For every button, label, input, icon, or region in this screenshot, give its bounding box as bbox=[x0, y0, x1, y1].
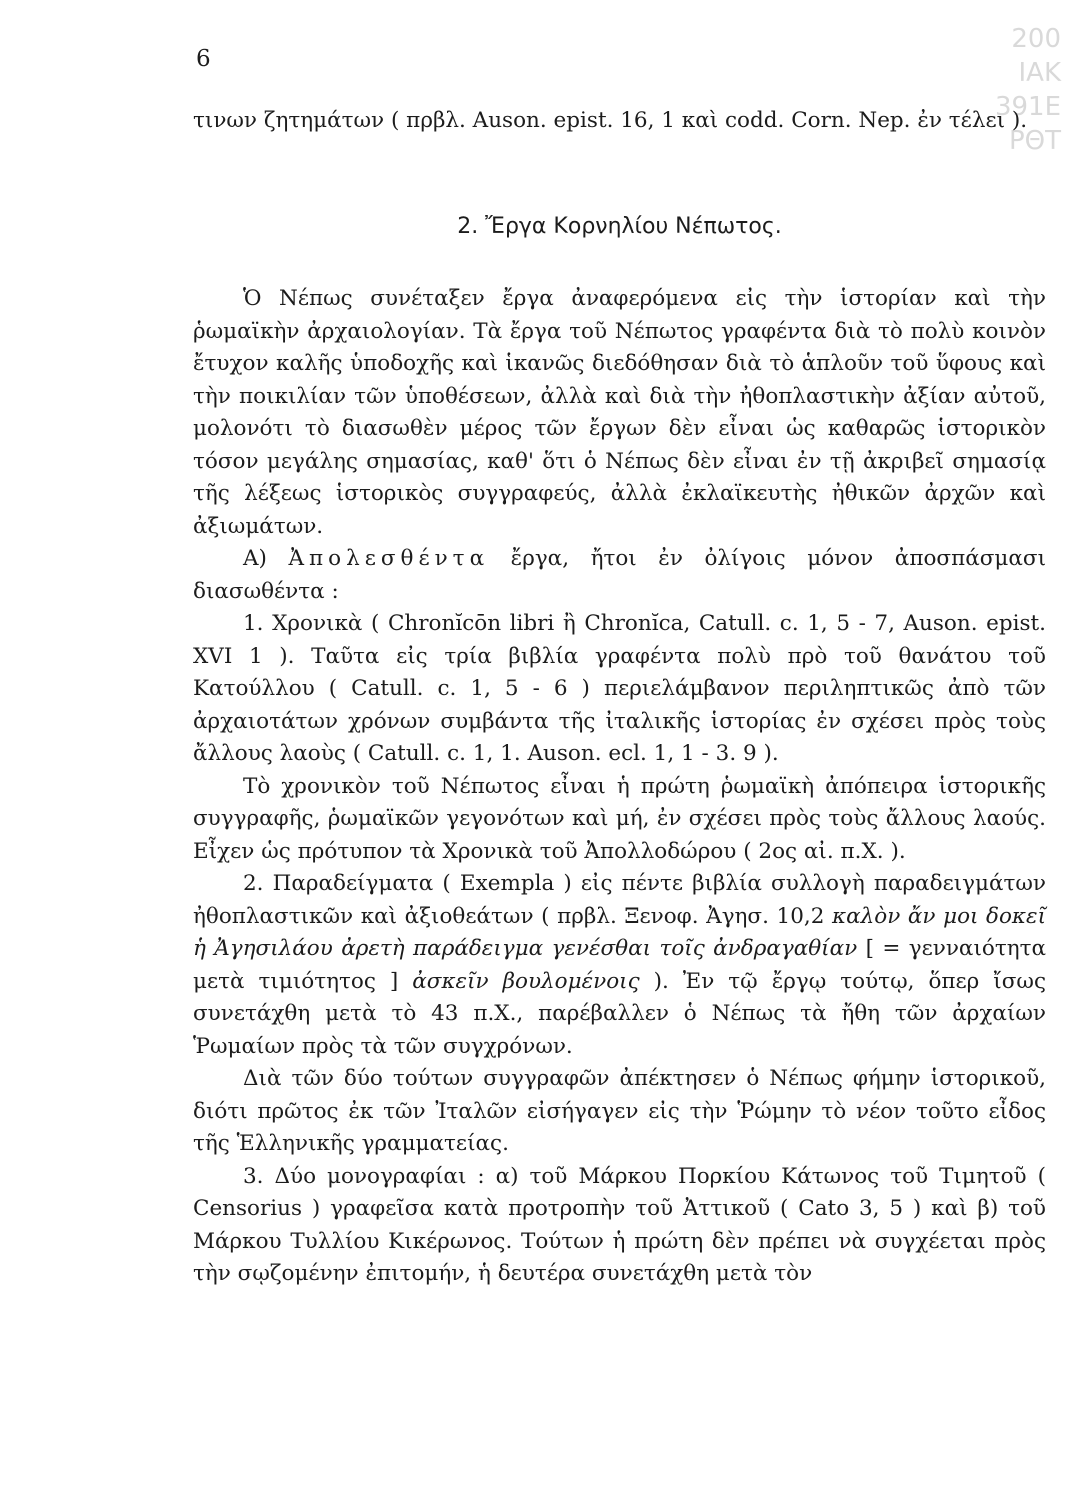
body-text bbox=[193, 283, 1046, 1291]
lost-works-label: Α) bbox=[243, 546, 267, 571]
exempla-text-a: 2. Παραδείγματα ( Exempla ) εἰς πέντε βιβλία συλλογὴ παραδειγμάτων ἠθοπλαστικῶν καὶ ἀξιοθεάτων ( πρβλ. Ξενοφ. Ἀγησ. 10,2 bbox=[193, 871, 1046, 929]
exempla-text-c: ). Ἐν τῷ ἔργῳ τούτῳ, ὅπερ ἴσως συνετάχθη μετὰ τὸ 43 π.Χ., παρέβαλλεν ὁ Νέπως τὰ ἤθη τῶν ἀρχαίων Ῥωμαίων πρὸς τὰ τῶν συγχρόνων. bbox=[193, 968, 1046, 1059]
exempla-quote-2: ἀσκεῖν βουλομένοις bbox=[412, 968, 640, 994]
continuation-paragraph: τινων ζητημάτων ( πρβλ. Auson. epist. 16, 1 καὶ codd. Corn. Nep. ἐν τέλει ). bbox=[193, 108, 1028, 133]
margin-stamp-line: ΡΘΤ bbox=[1008, 126, 1061, 156]
chronica-continuation-paragraph: Τὸ χρονικὸν τοῦ Νέπωτος εἶναι ἡ πρώτη ῥωμαϊκὴ ἀπόπειρα ἱστορικῆς συγγραφῆς, ῥωμαϊκῶν γεγονότων καὶ μή, ἐν σχέσει πρὸς τοὺς ἄλλους λαούς. Εἶχεν ὡς πρότυπον τὰ Χρονικὰ τοῦ Ἀπολλοδώρου ( 2ος αἰ. π.Χ. ). bbox=[193, 773, 1046, 864]
exempla-quote-1: καλὸν ἄν μοι δοκεῖ ἡ Ἀγησιλάου ἀρετὴ παράδειγμα γενέσθαι τοῖς ἀνδραγαθίαν bbox=[193, 903, 1047, 961]
lost-works-spaced-word: Ἀπολεσθέντα bbox=[288, 546, 490, 571]
margin-stamp-line: 200 bbox=[1011, 24, 1061, 54]
margin-stamp-line: 391Ε bbox=[994, 92, 1061, 122]
chronica-paragraph: 1. Χρονικὰ ( Chronĭcōn libri ἢ Chronĭca, Catull. c. 1, 5 - 7, Auson. epist. XVI 1 ). Ταῦτα εἰς τρία βιβλία γραφέντα πολὺ πρὸ τοῦ θανάτου τοῦ Κατούλλου ( Catull. c. 1, 5 - 6 ) περιελάμβανον περιληπτικῶς ἀπὸ τῶν ἀρχαιοτάτων χρόνων συμβάντα τῆς ἰταλικῆς ἱστορίας ἐν σχέσει πρὸς τοὺς ἄλλους λαοὺς ( Catull. c. 1, 1. Auson. ecl. 1, 1 - 3. 9 ). bbox=[193, 611, 1046, 766]
intro-paragraph: Ὁ Νέπως συνέταξεν ἔργα ἀναφερόμενα εἰς τὴν ἱστορίαν καὶ τὴν ῥωμαϊκὴν ἀρχαιολογίαν. Τὰ ἔργα τοῦ Νέπωτος γραφέντα διὰ τὸ πολὺ κοινὸν ἔτυχον καλῆς ὑποδοχῆς καὶ ἱκανῶς διεδόθησαν διὰ τὸ ἁπλοῦν τοῦ ὕφους καὶ τὴν ποικιλίαν τῶν ὑποθέσεων, ἀλλὰ καὶ διὰ τὴν ἠθοπλαστικὴν ἀξίαν αὐτοῦ, μολονότι τὸ διασωθὲν μέρος τῶν ἔργων δὲν εἶναι ὡς καθαρῶς ἱστορικὸν τόσον μεγάλης σημασίας, καθ' ὅτι ὁ Νέπως δὲν εἶναι ἐν τῇ ἀκριβεῖ σημασίᾳ τῆς λέξεως ἱστορικὸς συγγραφεύς, ἀλλὰ ἐκλαϊκευτὴς ἠθικῶν ἀρχῶν καὶ ἀξιωμάτων. bbox=[193, 286, 1046, 539]
exempla-paragraph bbox=[193, 868, 1046, 1063]
exempla-text-b: [ = γενναιότητα μετὰ τιμιότητος ] bbox=[193, 936, 1047, 994]
monographs-paragraph: 3. Δύο μονογραφίαι : α) τοῦ Μάρκου Πορκίου Κάτωνος τοῦ Τιμητοῦ ( Censorius ) γραφεῖσα κατὰ προτροπὴν τοῦ Ἀττικοῦ ( Cato 3, 5 ) καὶ β) τοῦ Μάρκου Τυλλίου Κικέρωνος. Τούτων ἡ πρώτη δὲν πρέπει νὰ συγχέεται πρὸς τὴν σῳζομένην ἐπιτομήν, ἡ δευτέρα συνετάχθη μετὰ τὸν bbox=[193, 1163, 1046, 1286]
lost-works-paragraph bbox=[193, 543, 1046, 608]
page-number: 6 bbox=[196, 46, 211, 72]
margin-stamp bbox=[991, 22, 1061, 158]
both-works-paragraph: Διὰ τῶν δύο τούτων συγγραφῶν ἀπέκτησεν ὁ Νέπως φήμην ἱστορικοῦ, διότι πρῶτος ἐκ τῶν Ἰταλῶν εἰσήγαγεν εἰς τὴν Ῥώμην τὸ νέον τοῦτο εἶδος τῆς Ἑλληνικῆς γραμματείας. bbox=[193, 1066, 1046, 1156]
section-heading: 2. Ἔργα Κορνηλίου Νέπωτος. bbox=[457, 214, 782, 239]
margin-stamp-line: ΙΑΚ bbox=[1018, 58, 1061, 88]
lost-works-rest: ἔργα, ἤτοι ἐν ὀλίγοις μόνον ἀποσπάσμασι διασωθέντα : bbox=[193, 546, 1046, 604]
